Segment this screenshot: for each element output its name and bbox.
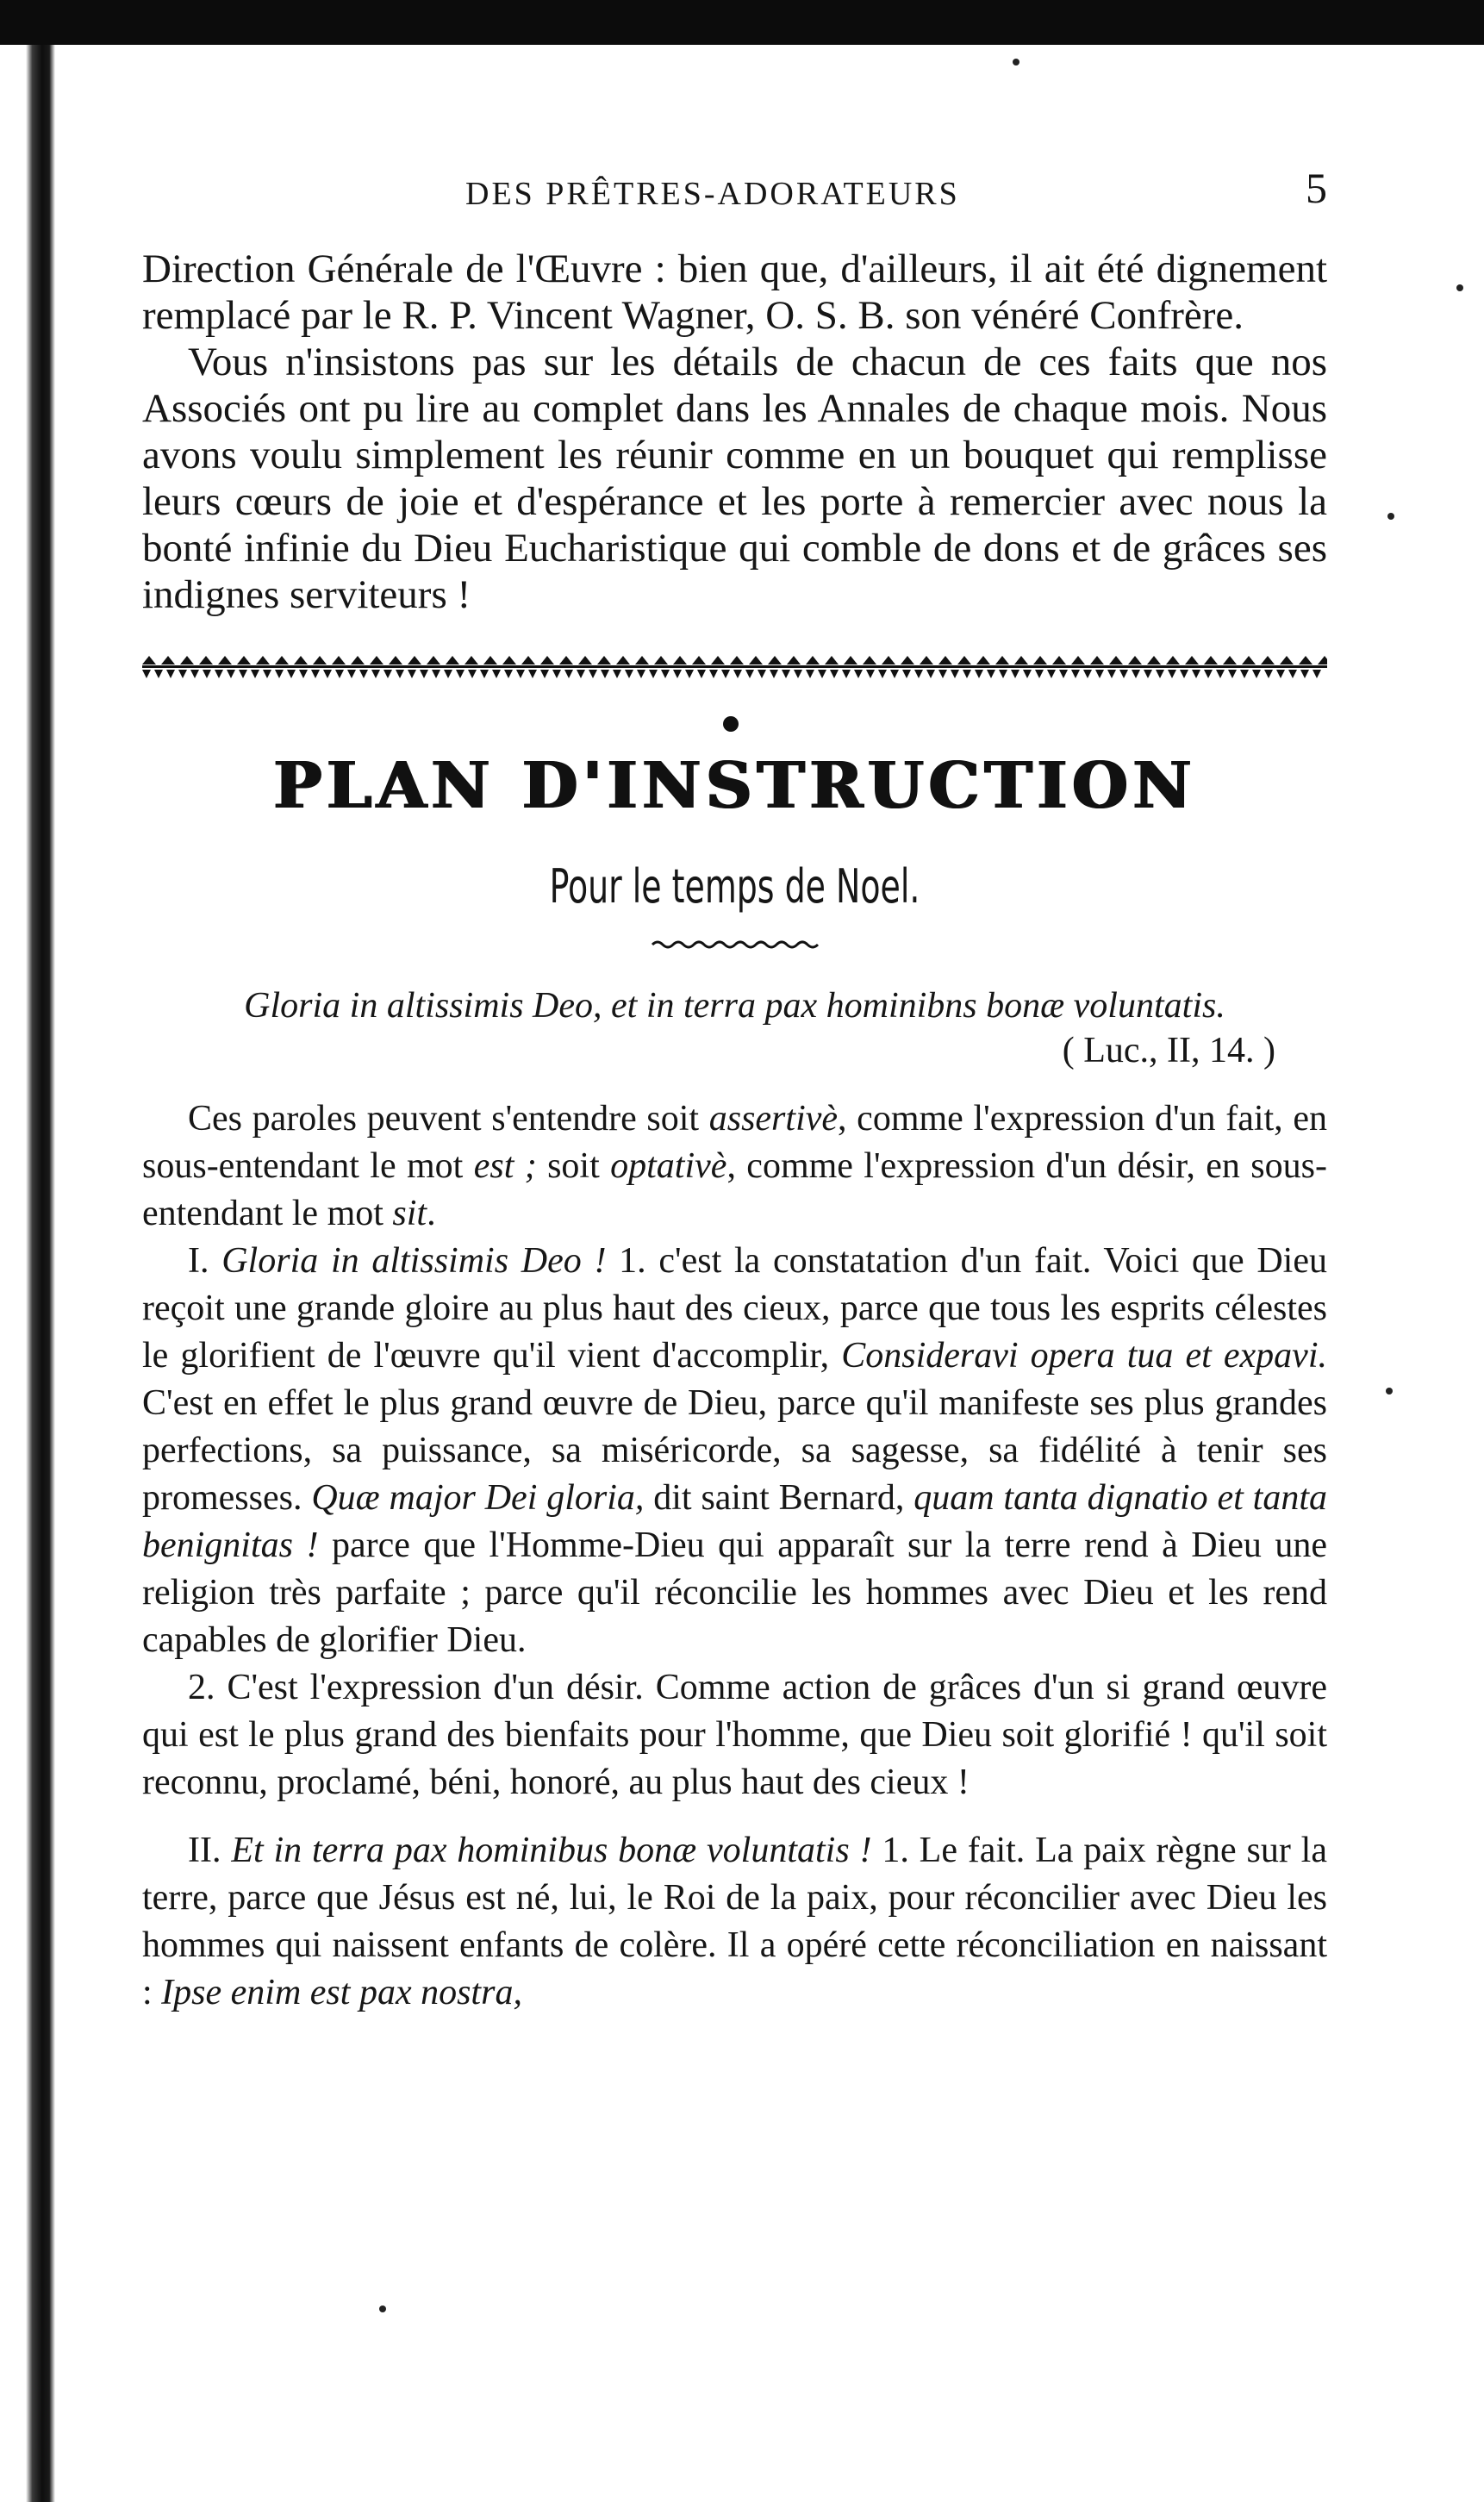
epigraph-reference: ( Luc., II, 14. ) [1062, 1031, 1275, 1070]
intro-paragraph-1: Direction Générale de l'Œuvre : bien que, d'ailleurs, il ait été dignement remplacé par le R. P. Vincent Wagner, O. S. B. son vénéré Confrère. [142, 246, 1327, 338]
epigraph: Gloria in altissimis Deo, et in terra pax hominibns bonæ voluntatis. [244, 986, 1225, 1026]
body-paragraph-2: I. Gloria in altissimis Deo ! 1. c'est la constatation d'un fait. Voici que Dieu reçoit une grande gloire au plus haut des cieux, parce que tous les esprits célestes le glorifient de l'œuvre qu'il vient d'accomplir, Consideravi opera tua et expavi. C'est en effet le plus grand œuvre de Dieu, parce qu'il manifeste ses plus grandes perfections, sa puissance, sa miséricorde, sa sagesse, sa fidélité à tenir ses promesses. Quæ major Dei gloria, dit saint Bernard, quam tanta dignatio et tanta benignitas ! parce que l'Homme-Dieu qui apparaît sur la terre rend à Dieu une religion très parfaite ; parce qu'il réconcilie les hommes avec Dieu et les rend capables de glorifier Dieu. [142, 1241, 1328, 1660]
running-head [142, 159, 1327, 211]
page-number: 5 [1306, 164, 1327, 212]
body-paragraph-1: Ces paroles peuvent s'entendre soit assertivè, comme l'expression d'un fait, en sous-entendant le mot est ; soit optativè, comme l'expression d'un désir, en sous-entendant le mot sit. [142, 1099, 1327, 1233]
section-subtitle: Pour le temps de Noel. [549, 859, 920, 914]
ornamental-divider [142, 652, 1327, 680]
scan-speck [1386, 1388, 1393, 1395]
ornament-dot [723, 716, 739, 732]
book-page [142, 159, 1327, 2017]
scan-left-border [26, 45, 55, 2502]
scan-speck [379, 2305, 386, 2312]
scan-speck [1456, 284, 1463, 291]
small-divider [142, 938, 1327, 954]
intro-paragraph-2: Vous n'insistons pas sur les détails de chacun de ces faits que nos Associés ont pu lire au complet dans les Annales de chaque mois. Nous avons voulu simplement les réunir comme en un bouquet qui remplisse leurs cœurs de joie et d'espérance et les porte à remercier avec nous la bonté infinie du Dieu Eucharistique qui comble de dons et de grâces ses indignes serviteurs ! [142, 340, 1327, 617]
body-paragraph-4: II. Et in terra pax hominibus bonæ voluntatis ! 1. Le fait. La paix règne sur la terre, parce que Jésus est né, lui, le Roi de la paix, pour réconcilier avec Dieu les hommes qui naissent enfants de colère. Il a opéré cette réconciliation en naissant : Ipse enim est pax nostra, [142, 1831, 1327, 2012]
body-paragraph-3: 2. C'est l'expression d'un désir. Comme action de grâces d'un si grand œuvre qui est le plus grand des bienfaits pour l'homme, que Dieu soit glorifié ! qu'il soit reconnu, proclamé, béni, honoré, au plus haut des cieux ! [142, 1668, 1327, 1802]
scan-top-border [0, 0, 1484, 45]
section-title: PLAN D'INSTRUCTION [273, 749, 1196, 823]
scan-speck [1387, 513, 1394, 520]
scan-speck [1013, 59, 1019, 66]
running-title: DES PRÊTRES-ADORATEURS [465, 176, 960, 212]
